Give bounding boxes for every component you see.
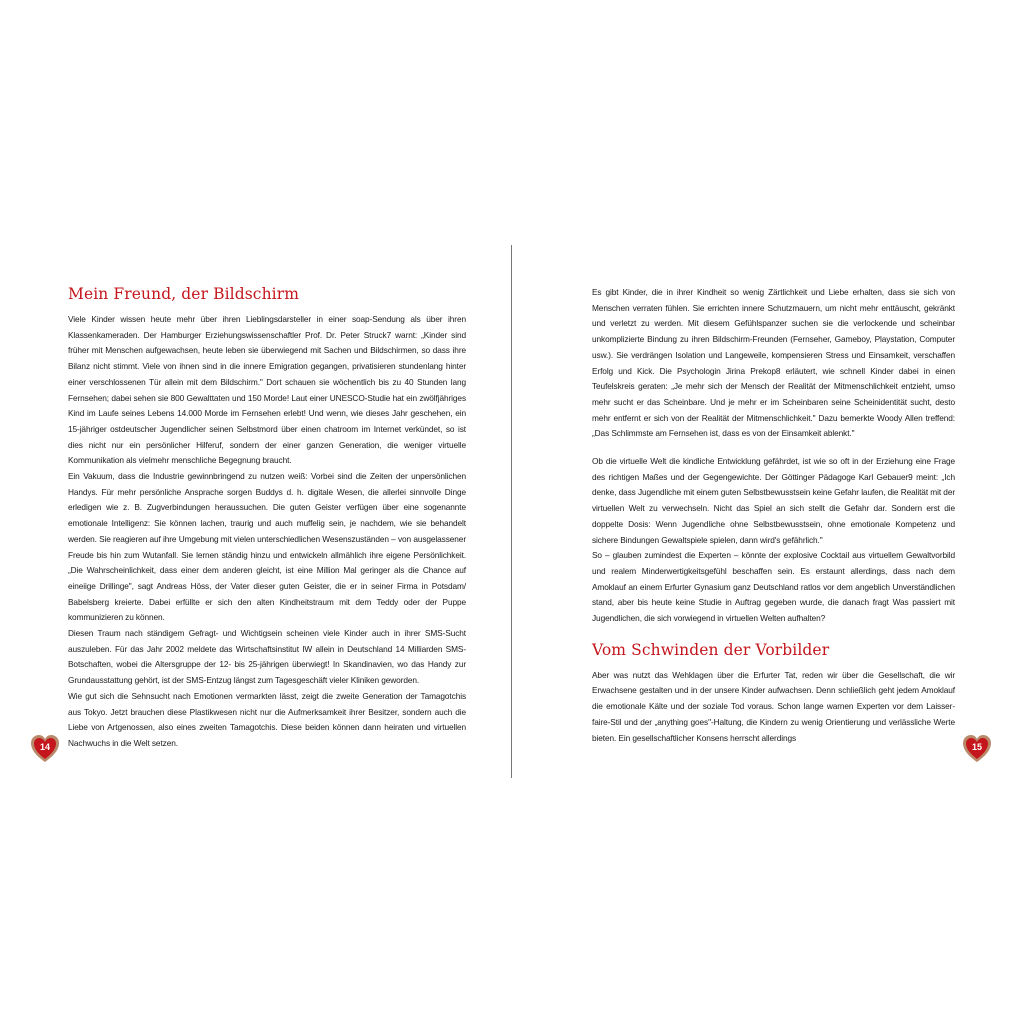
- page-number: 14: [39, 742, 50, 752]
- paragraph: Aber was nutzt das Wehklagen über die Erfurter Tat, reden wir über die Gesellschaft, die wir Erwachsene gestalten und in der unsere Kinder aufwachsen. Denn schließlich geht jedem Amoklauf die emotionale Kälte und der soziale Tod voraus. Schon lange warnen Experten vor dem Laisser- faire-Stil und der „anything goes"-Haltung, die Kindern zu wenig Orientierung und verlässliche Werte bieten. Ein gesellschaftlicher Konsens herrscht allerdings: [592, 669, 955, 743]
- section-title-right: Vom Schwinden der Vorbilder: [592, 640, 830, 659]
- right-page: [592, 285, 955, 746]
- left-page: [68, 285, 466, 752]
- paragraph: Es gibt Kinder, die in ihrer Kindheit so wenig Zärtlichkeit und Liebe erhalten, dass sie sich von Menschen verraten fühlen. Sie errichten innere Schutzmauern, um nicht mehr enttäuscht, gekränkt und verletzt zu werden. Mit diesem Gefühlspanzer suchen sie die verlockende und scheinbar unkomplizierte Bindung zu ihren Bildschirm-Freunden (Fernseher, Gameboy, Playstation, Computer usw.). Sie verdrängen Isolation und Langeweile, kompensieren Stress und Einsamkeit, verschaffen Erfolg und Kick. Die Psychologin Jirina Prekop8 erläutert, wie schnell Kinder dabei in einen Teufelskreis geraten: „Je mehr sich der Mensch der Realität der Mitmenschlichkeit entzieht, umso mehr sucht er das Scheinbare. Und je mehr er im Scheinbaren seine Scheinidentität sucht, desto mehr entfernt er sich von der Realität der Mitmenschlichkeit." Dazu bemerkte Woody Allen treffend: „Das Schlimmste am Fernsehen ist, dass es von der Einsamkeit ablenkt.": [592, 287, 955, 439]
- section-title-left: Mein Freund, der Bildschirm: [68, 285, 300, 303]
- page-number-badge-right: [962, 735, 992, 763]
- page-number-badge-left: [30, 735, 60, 763]
- paragraph: Ein Vakuum, dass die Industrie gewinnbringend zu nutzen weiß: Vorbei sind die Zeiten der unpersönlichen Handys. Für mehr persönliche Ansprache sorgen Buddys d. h. digitale Wesen, die allerlei sinnvolle Dinge erledigen wie z. B. Zugverbindungen heraussuchen. Die guten Geister verfügen über eine sogenannte emotionale Intelligenz: Sie können lachen, traurig und auch muffelig sein, je nachdem, wie sie behandelt werden. Sie reagieren auf ihre Umgebung mit vielen unterschiedlichen Wesenszuständen – von ausgelassener Freude bis hin zum Wutanfall. Sie lernen ständig hinzu und entwickeln allmählich ihre eigene Persönlichkeit. „Die Wahrscheinlichkeit, dass einer dem anderen gleicht, ist eine Million Mal geringer als die Chance auf eineiige Drillinge", sagt Andreas Höss, der Vater dieser guten Geister, die er in seiner Firma in Potsdam/ Babelsberg kreierte. Dabei erfüllte er sich den alten Kindheitstraum mit dem Teddy oder der Puppe kommunizieren zu können.: [68, 471, 466, 623]
- paragraph: Ob die virtuelle Welt die kindliche Entwicklung gefährdet, ist wie so oft in der Erziehung eine Frage des richtigen Maßes und der Gegengewichte. Der Göttinger Pädagoge Karl Gebauer9 meint: „Ich denke, dass Jugendliche mit einem guten Selbstbewusstsein keine Gefahr laufen, die Realität mit der virtuellen Welt zu verwechseln. Nicht das Spiel an sich stellt die Gefahr dar. Sondern erst die doppelte Dosis: Wenn Jugendliche ohne Selbstbewusstsein, ohne emotionale Kompetenz und sichere Bindungen Gewaltspiele spielen, dann wird's gefährlich.": [592, 456, 955, 545]
- paragraph: Diesen Traum nach ständigem Gefragt- und Wichtigsein scheinen viele Kinder auch in ihrer SMS-Sucht auszuleben. Für das Jahr 2002 meldete das Wirtschaftsinstitut IW allein in Deutschland 14 Milliarden SMS-Botschaften, wobei die Altersgruppe der 12- bis 25-jährigen überwiegt! In Skandinavien, wo das Handy zur Grundausstattung gehört, ist der SMS-Entzug längst zum Tagesgeschäft vieler Kliniken geworden.: [68, 628, 466, 686]
- gutter-divider: [511, 245, 512, 778]
- paragraph: Wie gut sich die Sehnsucht nach Emotionen vermarkten lässt, zeigt die zweite Generation der Tamagotchis aus Tokyo. Jetzt brauchen diese Plastikwesen nicht nur die Aufmerksamkeit ihrer Besitzer, sondern auch die Liebe von Artgenossen, also eines zweiten Tamagotchis. Diese beiden können dann heiraten und virtuellen Nachwuchs in die Welt setzen.: [68, 690, 466, 748]
- paragraph: Viele Kinder wissen heute mehr über ihren Lieblingsdarsteller in einer soap-Sendung als über ihren Klassenkameraden. Der Hamburger Erziehungswissenschaftler Prof. Dr. Peter Struck7 warnt: „Kinder sind früher mit Menschen aufgewachsen, heute leben sie überwiegend mit Sachen und Bildschirmen, so dass ihre Bilanz nicht stimmt. Viele von ihnen sind in die innere Emigration gegangen, privatisieren stundenlang hinter einer verschlossenen Tür allein mit dem Bildschirm." Dort schauen sie wöchentlich bis zu 40 Stunden lang Fernsehen; dabei sehen sie 800 Gewalttaten und 150 Morde! Laut einer UNESCO-Studie hat ein zwölfjähriges Kind im Laufe seines Lebens 14.000 Morde im Fernsehen erlebt! Und wenn, wie dieses Jahr geschehen, ein 15-jähriger ostdeutscher Jugendlicher seinen Selbstmord über einen chatroom im Internet verkündet, so ist dies nicht nur ein persönlicher Hilferuf, sondern der einer ganzen Generation, die weniger virtuelle Kommunikation als vielmehr menschliche Begegnung braucht.: [68, 314, 466, 466]
- paragraph: So – glauben zumindest die Experten – könnte der explosive Cocktail aus virtuellem Gewaltvorbild und realem Minderwertigkeitsgefühl beschaffen sein. Es erstaunt allerdings, dass nach dem Amoklauf an einem Erfurter Gynasium ganz Deutschland ratlos vor dem angeblich Unverständlichen stand, aber bis heute keine Studie in Auftrag gegeben wurde, die danach fragt Was passiert mit Jugendlichen, die sich vorwiegend in virtuellen Welten aufhalten?: [592, 550, 955, 624]
- page-number: 15: [971, 742, 982, 752]
